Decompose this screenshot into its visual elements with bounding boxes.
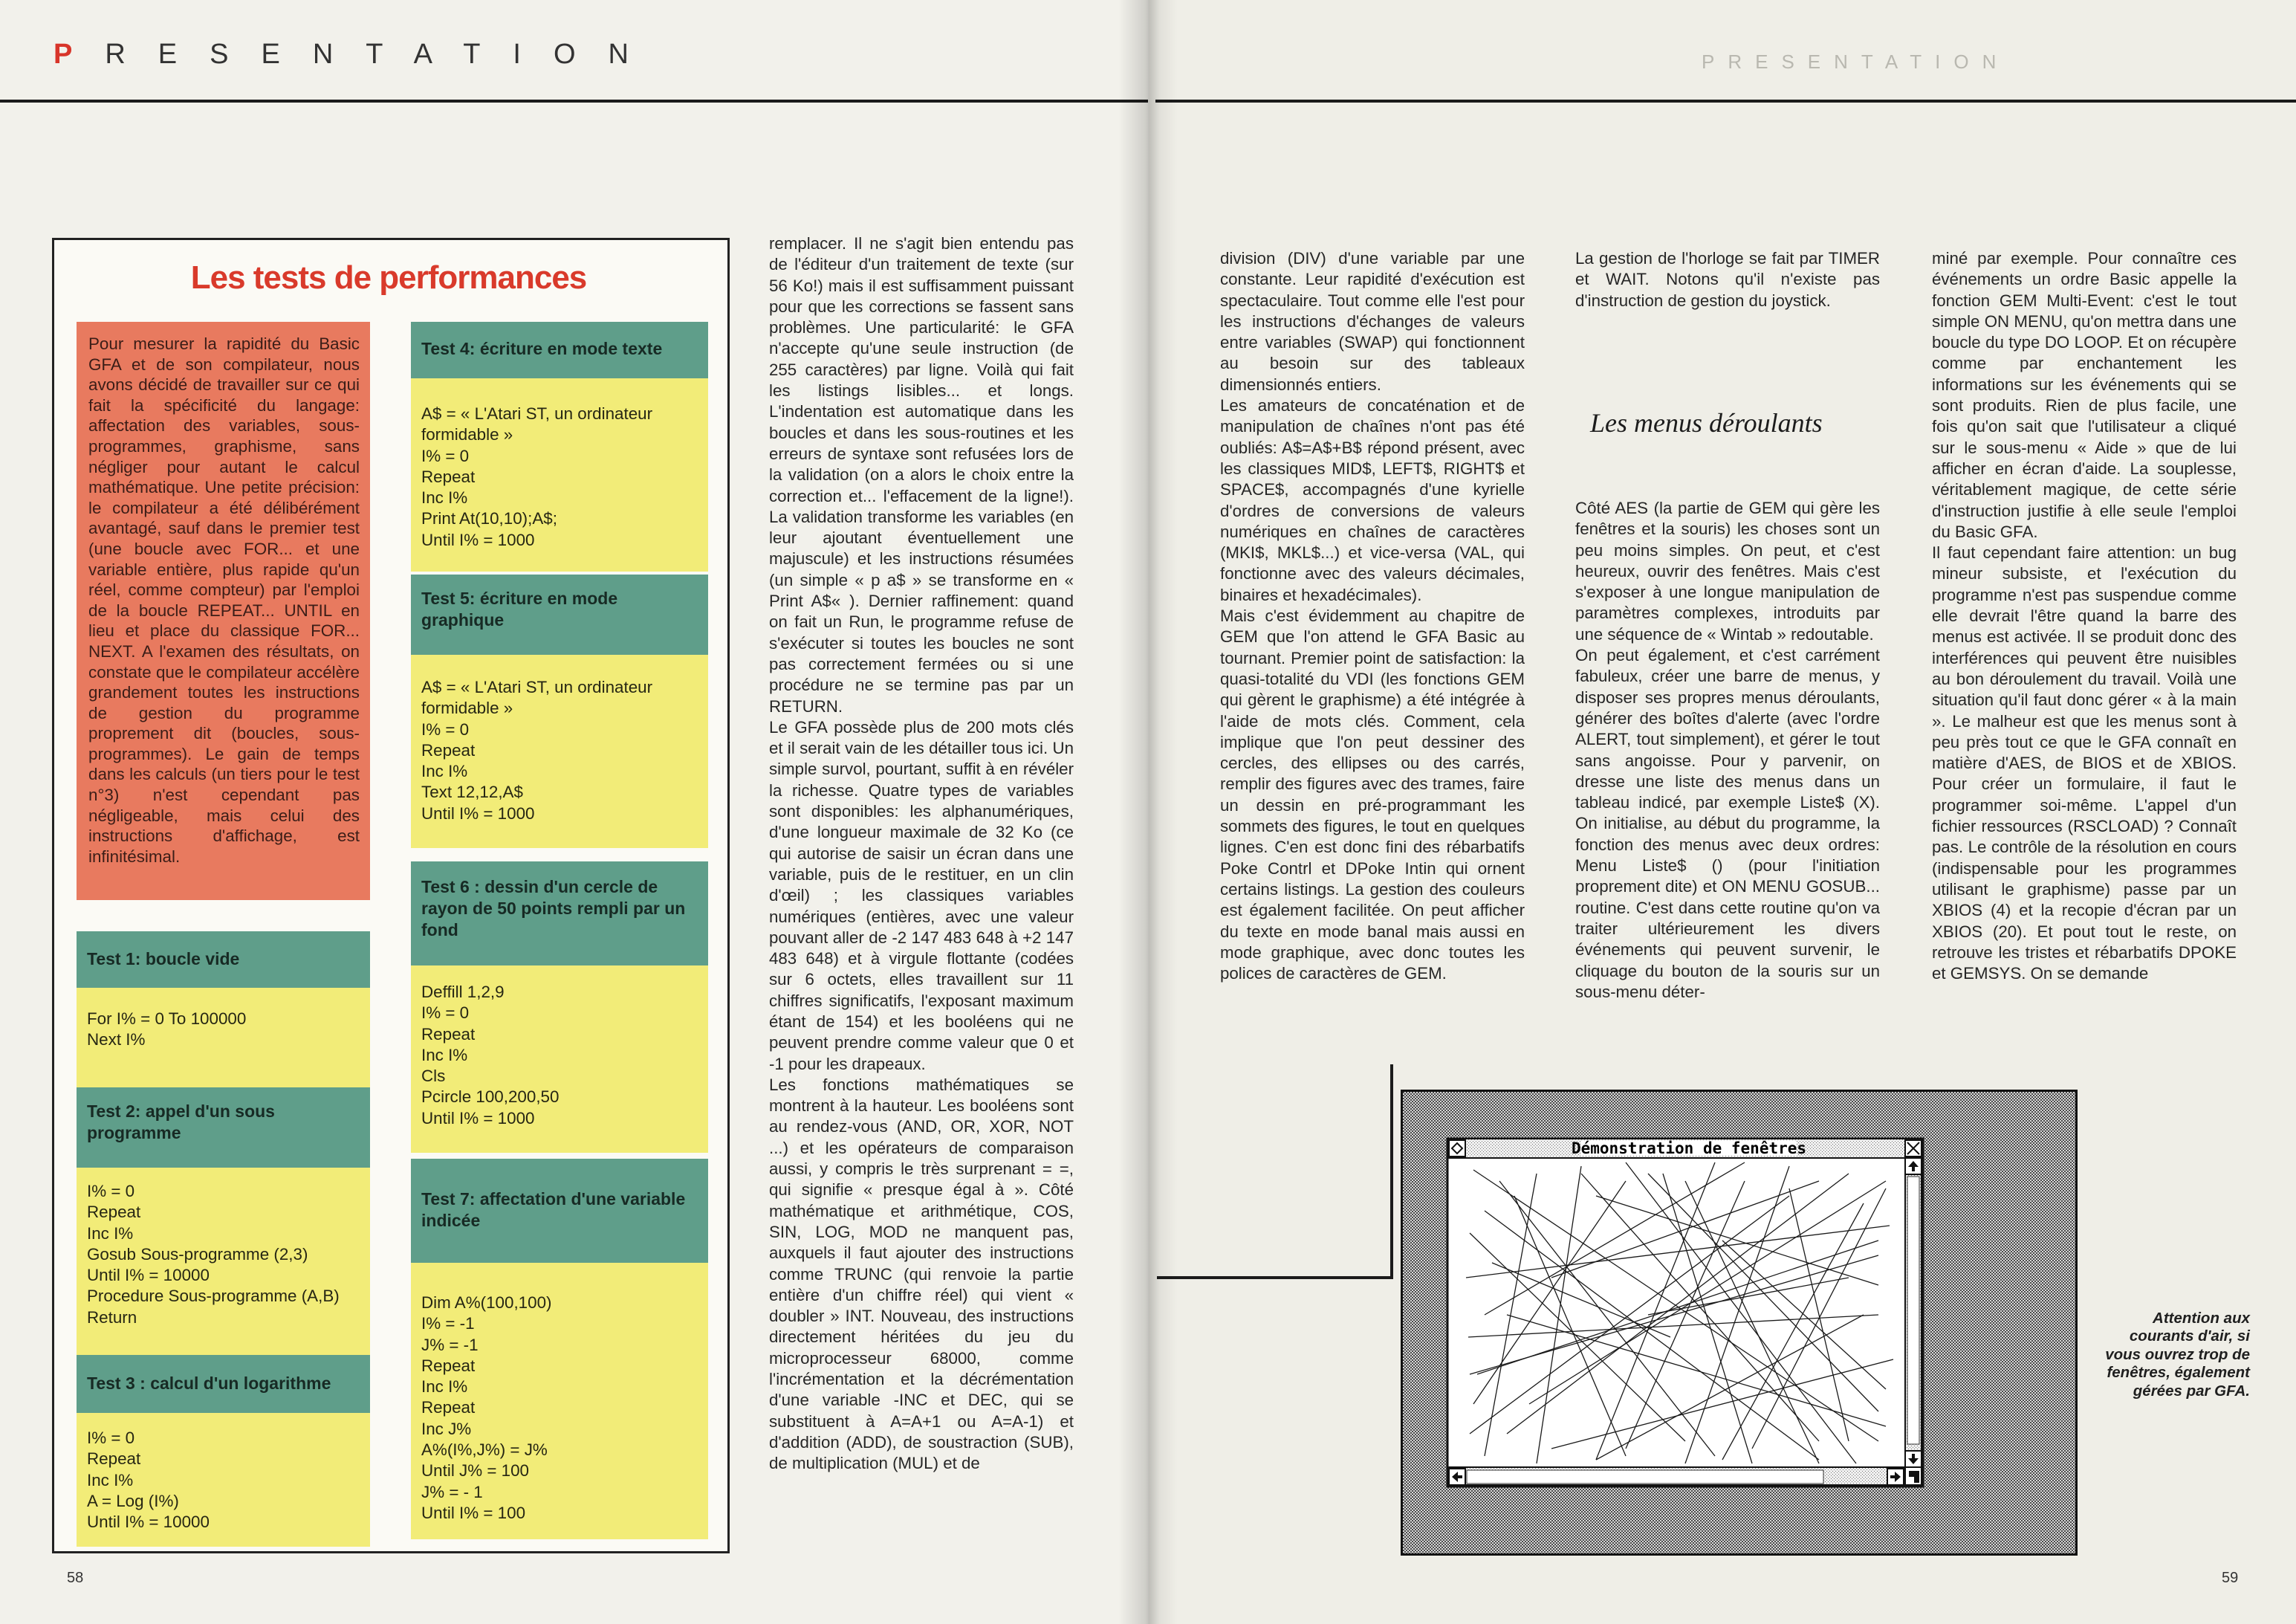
screenshot-canvas [1403,1092,2075,1553]
vertical-scroll-thumb[interactable] [1907,1177,1919,1444]
book-gutter [1118,0,1178,1624]
test-7 [411,1159,708,1539]
window-title: Démonstration de fenêtres [1571,1139,1807,1157]
page-number-right: 59 [2222,1570,2239,1586]
size-box-icon[interactable] [1905,1467,1922,1485]
test-code: A$ = « L'Atari ST, un ordinateur formidable » I% = 0 Repeat Inc I% Print At(10,10);A$; Until I% = 1000 [411,378,708,572]
screenshot-caption: Attention aux courants d'air, si vous ouvrez trop de fenêtres, également gérées par GFA. [2105,1310,2250,1400]
page-number-left: 58 [67,1570,84,1586]
test-code: I% = 0 Repeat Inc I% A = Log (I%) Until I% = 10000 [77,1413,370,1547]
test-title: Test 1: boucle vide [77,931,370,988]
test-code: Dim A%(100,100) I% = -1 J% = -1 Repeat Inc I% Repeat Inc J% A%(I%,J%) = J% Until J% = 100 J% = - 1 Until I% = 100 [411,1263,708,1539]
test-title: Test 2: appel d'un sous programme [77,1087,370,1168]
performance-tests-box [52,238,730,1553]
test-title: Test 7: affectation d'une variable indicée [411,1159,708,1263]
test-title: Test 5: écriture en mode graphique [411,575,708,655]
scroll-right-arrow-icon[interactable] [1887,1469,1904,1485]
test-4 [411,322,708,572]
test-title: Test 3 : calcul d'un logarithme [77,1355,370,1413]
window-frame [1447,1139,1923,1486]
article-column-3-top: La gestion de l'horloge se fait par TIMER et WAIT. Notons qu'il n'existe pas d'instruction de gestion du joystick. [1575,249,1880,310]
test-title: Test 6 : dessin d'un cercle de rayon de 50 points rempli par un fond [411,861,708,965]
test-6 [411,861,708,1153]
article-column-3: Côté AES (la partie de GEM qui gère les fenêtres et la souris) les choses sont un peu moins simples. On peut, et c'est heureux, ouvrir des fenêtres. Mais c'est s'exposer à une longue manipulation de paramètres complexes, introduits par une séquence de « Wintab » redoutable. On peut également, et c'est carrément fabuleux, créer une barre de menus, y disposer ses propres menus déroulants, générer des boîtes d'alerte (avec l'ordre ALERT, tout simplement), et gérer le tout sans angoisse. Pour y parvenir, on dresse une liste des menus dans un tableau indicé, par exemple Liste$ (X). On initialise, au début du programme, la fonction des menus avec deux ordres: Menu Liste$ () (pour l'initiation proprement dite) et ON MENU GOSUB... routine. C'est dans cette routine qu'on va traiter ultérieurement les divers événements qui peuvent survenir, le cliquage du bouton de la souris sur un sous-menu déter- [1575,499,1880,1001]
header-initial: P [53,39,106,70]
gem-window-screenshot [1401,1090,2078,1556]
scroll-up-arrow-icon[interactable] [1905,1158,1922,1174]
bottom-rule-corner [1390,1064,1392,1067]
fuller-box-icon[interactable] [1905,1140,1922,1156]
test-5 [411,575,708,848]
close-box-icon[interactable] [1449,1140,1465,1156]
scroll-left-arrow-icon[interactable] [1449,1469,1465,1485]
test-2 [77,1087,370,1362]
header-rule [0,100,1148,103]
test-title: Test 4: écriture en mode texte [411,322,708,378]
test-code: For I% = 0 To 100000 Next I% [77,988,370,1087]
test-3 [77,1355,370,1547]
article-column-2: division (DIV) d'une variable par une constante. Leur rapidité d'exécution est spectaculaire. Tout comme elle l'est pour les instructions d'échanges de valeurs entre variables (SWAP) qui fonctionnent au besoin sur des tableaux dimensionnés entiers. Les amateurs de concaténation et de manipulation de chaînes n'ont pas été oubliés: A$=A$+B$ répond présent, avec les classiques MID$, LEFT$, RIGHT$ et SPACE$, accompagnés d'une kyrielle d'ordres de conversions de valeurs numériques en chaînes de caractères (MKI$, MKL$...) et vice-versa (VAL, qui fonctionne avec des valeurs décimales, binaires et hexadécimales). Mais c'est évidemment au chapitre de GEM que l'on attend le GFA Basic au tournant. Premier point de satisfaction: la quasi-totalité du VDI (les fonctions GEM qui gèrent le graphisme) a été intégrée à l'aide de mots clés. Comment, cela implique que l'on peut dessiner des cercles, des ellipses ou des carrés, remplir des figures avec des trames, faire un dessin en pré-programmant les sommets des figures, le tout en quelques lignes. C'en est donc fini des rébarbatifs Poke Contrl et DPoke Intin qui ornent certains listings. La gestion des couleurs est également facilitée. On peut afficher du texte en mode banal mais aussi en mode graphique, avec donc toutes les polices de caractères de GEM. [1220,249,1525,983]
bottom-rule-vertical [1390,1064,1393,1279]
box-intro: Pour mesurer la rapidité du Basic GFA et de son compilateur, nous avons décidé de travailler sur ce qui fait la spécificité du langage: affectation des variables, sous-programmes, graphisme, sans négliger pour autant le calcul mathématique. Une petite précision: le compilateur a été délibérément avantagé, sauf dans le premier test (une boucle avec FOR... et une variable entière, plus rapide qu'un réel, comme compteur) par l'emploi de la boucle REPEAT... UNTIL en lieu et place du classique FOR... NEXT. A l'examen des résultats, on constate que le compilateur accélère grandement toutes les instructions de gestion du programme proprement dit (boucles, sous-programmes). Le gain de temps dans les calculs (un tiers pour le test n°3) n'est cependant pas négligeable, mais celui des instructions d'affichage, est infinitésimal. [77,322,370,900]
box-title: Les tests de performances [190,259,587,296]
show-through-header: PRESENTATION [1702,51,2010,73]
section-title: Les menus déroulants [1590,408,1823,438]
test-code: Deffill 1,2,9 I% = 0 Repeat Inc I% Cls Pcircle 100,200,50 Until I% = 1000 [411,965,708,1153]
section-header [53,39,661,71]
scroll-down-arrow-icon[interactable] [1905,1451,1922,1467]
header-rule-right [1155,100,2296,103]
test-code: A$ = « L'Atari ST, un ordinateur formidable » I% = 0 Repeat Inc I% Text 12,12,A$ Until I% = 1000 [411,655,708,848]
test-1 [77,931,370,1087]
test-code: I% = 0 Repeat Inc I% Gosub Sous-programme (2,3) Until I% = 10000 Procedure Sous-programme (A,B) Return [77,1168,370,1362]
horizontal-scroll-thumb[interactable] [1467,1470,1823,1484]
header-rest: RESENTATION [105,39,661,70]
article-column-4: miné par exemple. Pour connaître ces événements un ordre Basic appelle la fonction GEM Multi-Event: c'est le tout simple ON MENU, qu'on mettra dans une boucle du type DO LOOP. Et on récupère comme par enchantement les informations sur les événements qui se sont produits. Rien de plus facile, une fois qu'on sait que l'utilisateur a cliqué sur le sous-menu « Aide » que de lui afficher en écran d'aide. La souplesse, véritablement magique, de cette série d'instruction justifie à elle seule l'emploi du Basic GFA. Il faut cependant faire attention: un bug mineur subsiste, et l'exécution du programme n'est pas suspendue comme elle devrait l'être quand la barre des menus est activée. Il se produit donc des interférences qui peuvent être nuisibles au bon déroulement du travail. Voilà une situation qu'il faut donc gérer « à la main ». Le malheur est que les menus sont à peu près tout ce que le GFA connaît en matière d'AES, de BIOS et de XBIOS. Pour créer un formulaire, il faut le programmer soi-même. L'appel d'un fichier ressources (RSCLOAD) ? Connaît pas. Le contrôle de la résolution en cours (indispensable pour les programmes utilisant le graphisme) passe par un XBIOS (4) et la recopie d'écran par un XBIOS (20). Et pout tout le reste, on retrouve les tristes et rébarbatifs DPOKE et GEMSYS. On se demande [1932,249,2237,983]
article-column-1: remplacer. Il ne s'agit bien entendu pas de l'éditeur d'un traitement de texte (sur 56 Ko!) mais il est suffisamment puissant pour que les corrections se fassent sans problèmes. Une particularité: le GFA n'accepte qu'une seule instruction (de 255 caractères) par ligne. Voilà qui fait les listings lisibles... et longs. L'indentation est automatique dans les boucles et dans les sous-routines et les erreurs de syntaxe sont refusées lors de la validation (on a alors le choix entre la correction et... l'effacement de la ligne!). La validation transforme les variables (en leur ajoutant éventuellement une majuscule) et les instructions résumées (un simple « p a$ » se transforme en « Print A$« ). Dernier raffinement: quand on fait un Run, le programme refuse de s'exécuter si toutes les boucles ne sont pas correctement fermées ou si une procédure ne se termine pas par un RETURN. Le GFA possède plus de 200 mots clés et il serait vain de les détailler tous ici. Un simple survol, pourtant, suffit à en révéler la richesse. Quatre types de variables sont disponibles: les alphanumériques, d'une longueur maximale de 32 Ko (ce qui autorise de saisir un écran dans une variable, puis de le restituer, en un clin d'œil) ; les classiques variables numériques (entières, avec une valeur pouvant aller de -2 147 483 648 à +2 147 483 648) et à virgule flottante (codées sur 6 octets, elles travaillent sur 11 chiffres significatifs, l'exposant maximum étant de 154) et les booléens qui ne peuvent prendre comme valeur que 0 et -1 pour les drapeaux. Les fonctions mathématiques se montrent à la hauteur. Les booléens sont au rendez-vous (AND, OR, XOR, NOT ...) et les opérateurs de comparaison aussi, y compris le très surprenant = =, qui signifie « presque égal à ». Côté mathématique et arithmétique, COS, SIN, LOG, MOD ne manquent pas, auxquels il faut ajouter des instructions comme TRUNC (qui renvoie la partie entière d'un chiffre réel) qui vient « doubler » INT. Nouveau, des instructions directement héritées du jeu du microprocesseur 68000, comme l'incrémentation et la décrémentation d'une variable -INC et DEC, qui se substituent à A=A+1 ou A=A-1) et d'addition (ADD), de soustraction (SUB), de multiplication (MUL) et de [769,234,1074,1473]
bottom-rule-left [1157,1276,1393,1279]
